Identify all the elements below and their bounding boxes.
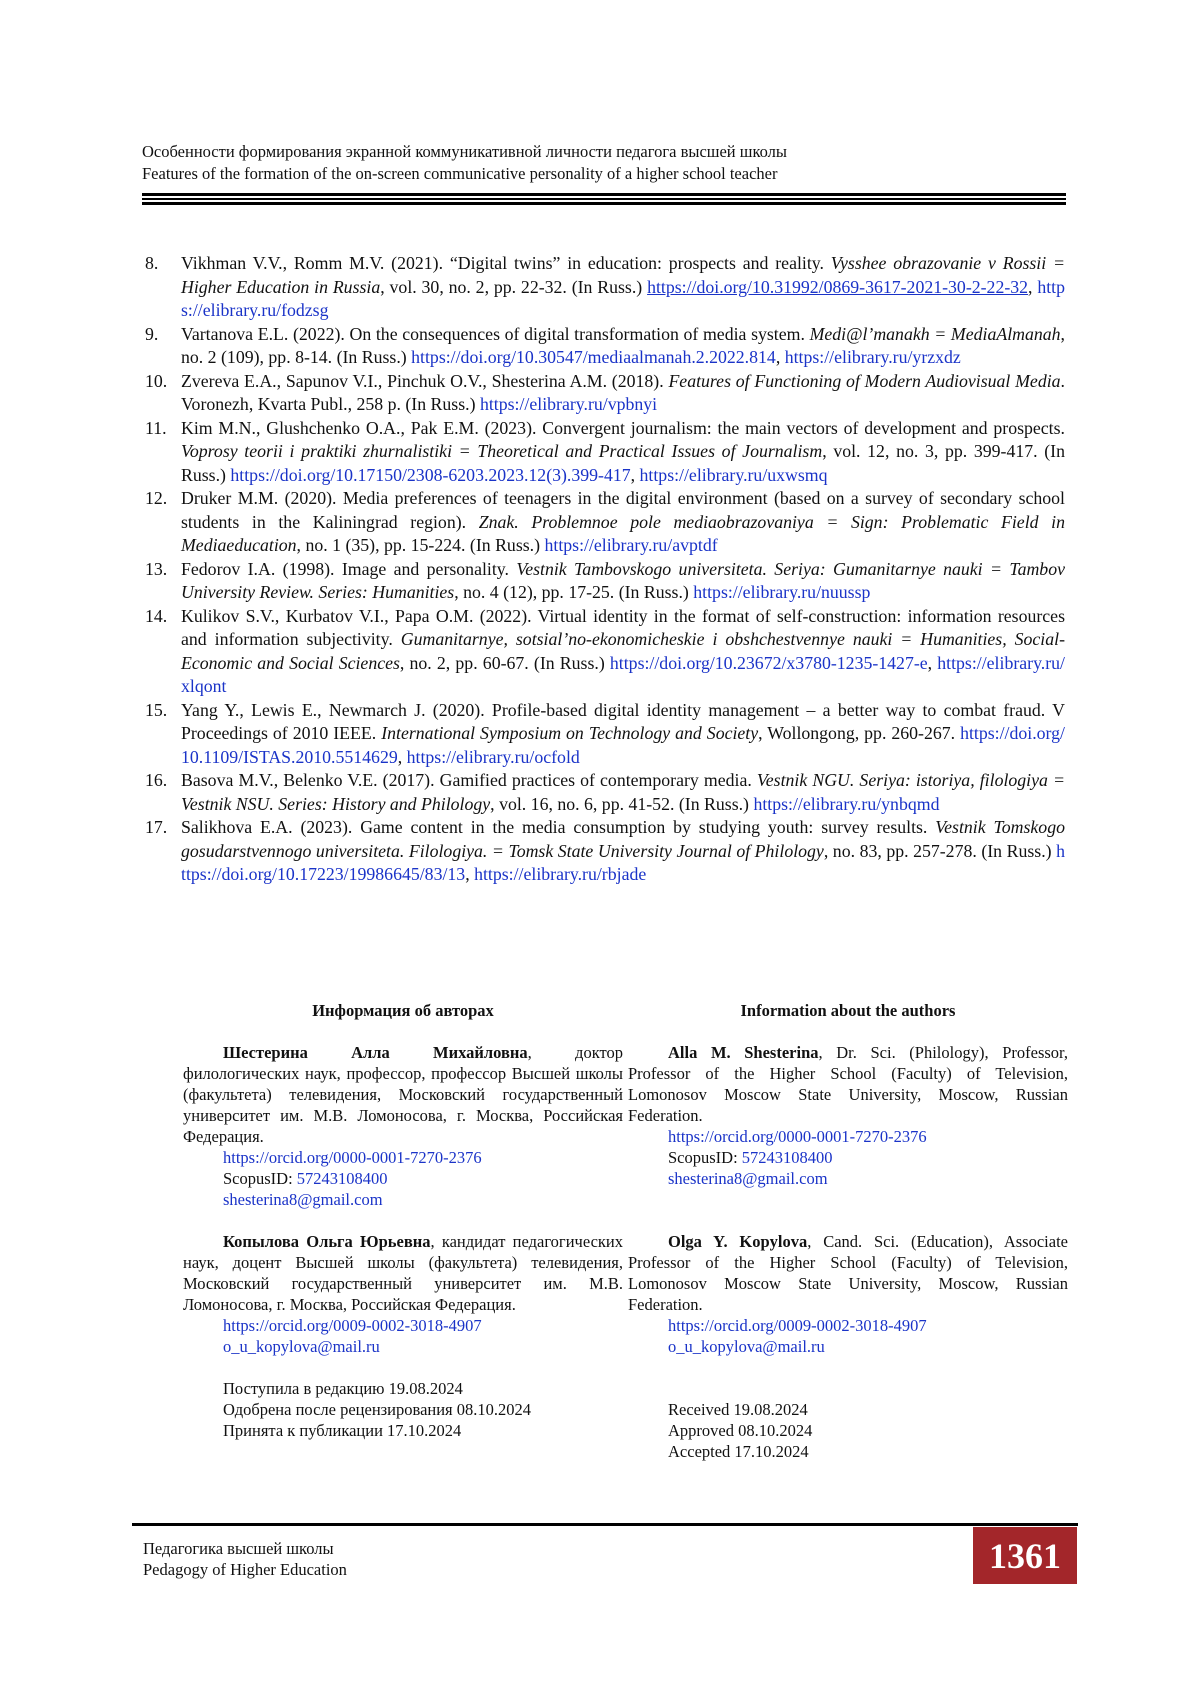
author-description: , Cand. Sci. (Education), Associate Professor of the Higher School (Faculty) of Television, Lomonosov Moscow State University, Moscow, Russian Federation. [628, 1232, 1068, 1314]
author-contacts-en [628, 1315, 1068, 1357]
reference-source-title: Znak. Problemnoe pole mediaobrazovaniya = Sign: Problematic Field in Mediaeducation [181, 511, 1065, 555]
received-date: Received 19.08.2024 [668, 1400, 808, 1419]
reference-link[interactable]: https://elibrary.ru/ocfold [406, 746, 580, 767]
orcid-link[interactable]: https://orcid.org/0009-0002-3018-4907 [668, 1316, 927, 1335]
author-description: , Dr. Sci. (Philology), Professor, Professor of the Higher School (Faculty) of Television, Lomonosov Moscow State University, Moscow, Russian Federation. [628, 1043, 1068, 1125]
page-number: 1361 [973, 1527, 1077, 1584]
reference-item [145, 487, 1065, 558]
reference-source-title: Vestnik Tomskogo gosudarstvennogo universiteta. Filologiya. = Tomsk State University Journal of Philology [181, 817, 1065, 861]
reference-segment: Salikhova E.A. (2023). Game content in the media consumption by studying youth: survey results. [181, 817, 936, 837]
authors-heading-ru: Информация об авторах [312, 1001, 494, 1020]
email-link[interactable]: o_u_kopylova@mail.ru [223, 1337, 380, 1356]
author-description: , доктор филологических наук, профессор, профессор Высшей школы (факультета) телевидения, Московский государственный университет им. М.В. Ломоносова, г. Москва, Российская Федерация. [183, 1043, 623, 1146]
reference-segment: , [927, 652, 938, 673]
accepted-date: Accepted 17.10.2024 [668, 1442, 809, 1461]
reference-number: 13. [145, 558, 168, 579]
reference-item [145, 558, 1065, 605]
journal-name-ru: Педагогика высшей школы [143, 1539, 334, 1558]
author-bio-en [628, 1231, 1068, 1315]
reference-link[interactable]: https://elibrary.ru/fodzsg [181, 276, 1066, 320]
reference-number: 17. [145, 817, 168, 837]
reference-link[interactable]: https://doi.org/10.31992/0869-3617-2021-30-2-22-32 [647, 276, 1029, 297]
scopus-id: ScopusID: 57243108400 [668, 1148, 833, 1167]
authors-column-ru [183, 1000, 623, 1441]
reference-text [181, 252, 1065, 323]
reference-item [145, 417, 1065, 488]
reference-segment: Yang Y., Lewis E., Newmarch J. (2020). Profile-based digital identity management – a better way to combat fraud. V Proceedings of 2010 IEEE. [181, 699, 1065, 743]
author-name: Alla M. Shesterina [668, 1043, 819, 1062]
header-rule [142, 193, 1066, 205]
reference-segment: , no. 2 (109), pp. 8-14. (In Russ.) [181, 323, 1065, 367]
reference-number: 15. [145, 699, 168, 720]
reference-source-title: Vestnik Tambovskogo universiteta. Seriya: Gumanitarnye nauki = Tambov University Review. Series: Humanities [181, 558, 1065, 602]
author-bio-ru [183, 1042, 623, 1147]
reference-link[interactable]: https://elibrary.ru/yrzxdz [784, 347, 961, 367]
reference-link[interactable]: https://elibrary.ru/nuussp [693, 582, 871, 602]
reference-link[interactable]: https://elibrary.ru/rbjade [474, 864, 647, 884]
reference-link[interactable]: https://doi.org/10.23672/x3780-1235-1427-e [609, 652, 928, 673]
reference-link[interactable]: https://doi.org/10.17223/19986645/83/13 [181, 840, 1065, 884]
reference-link[interactable]: https://doi.org/10.1109/ISTAS.2010.5514629 [181, 723, 1065, 767]
reference-number: 10. [145, 370, 168, 391]
author-name: Olga Y. Kopylova [668, 1232, 808, 1251]
article-dates-ru [183, 1378, 623, 1441]
author-bio-en [628, 1042, 1068, 1126]
reference-source-title: Medi@l’manakh = MediaAlmanah [809, 323, 1061, 344]
reference-segment: , [465, 864, 475, 884]
article-dates-en [628, 1399, 1068, 1462]
orcid-link[interactable]: https://orcid.org/0000-0001-7270-2376 [223, 1148, 482, 1167]
reference-segment: , vol. 30, no. 2, pp. 22-32. (In Russ.) [380, 276, 648, 297]
reference-list [145, 252, 1065, 887]
reference-item [145, 816, 1065, 887]
reference-source-title: Vysshee obrazovanie v Rossii = Higher Education in Russia [181, 253, 1066, 297]
reference-item [145, 323, 1065, 370]
reference-link[interactable]: https://elibrary.ru/xlqont [181, 652, 1065, 696]
reference-segment: Kulikov S.V., Kurbatov V.I., Papa O.M. (2022). Virtual identity in the format of self-construction: information resources and information subjectivity. [181, 605, 1065, 649]
reference-segment: Fedorov I.A. (1998). Image and personality. [181, 558, 517, 579]
reference-source-title: International Symposium on Technology and Society [381, 723, 759, 743]
reference-source-title: Gumanitarnye, sotsial’no-ekonomicheskie i obshchestvennye nauki = Humanities, Social-Economic and Social Sciences [181, 629, 1065, 673]
reference-segment: Zvereva E.A., Sapunov V.I., Pinchuk O.V., Shesterina A.M. (2018). [181, 370, 669, 391]
reference-source-title: Vestnik NGU. Seriya: istoriya, filologiya = Vestnik NSU. Series: History and Philology [181, 770, 1065, 814]
author-bio-ru [183, 1231, 623, 1315]
reference-link[interactable]: https://elibrary.ru/avptdf [544, 535, 718, 555]
reference-item [145, 252, 1065, 323]
scopus-id: ScopusID: 57243108400 [223, 1169, 388, 1188]
reference-segment: Basova M.V., Belenko V.E. (2017). Gamified practices of contemporary media. [181, 770, 757, 790]
author-name: Копылова Ольга Юрьевна [223, 1232, 431, 1251]
reference-link[interactable]: https://elibrary.ru/ynbqmd [753, 793, 940, 814]
reference-text [181, 769, 1065, 816]
email-link[interactable]: o_u_kopylova@mail.ru [668, 1337, 825, 1356]
authors-column-en [628, 1000, 1068, 1462]
author-name: Шестерина Алла Михайловна [223, 1043, 528, 1062]
reference-segment: Druker M.M. (2020). Media preferences of teenagers in the digital environment (based on a survey of secondary school students in the Kaliningrad region). [181, 488, 1065, 532]
author-contacts-ru [183, 1147, 623, 1210]
reference-segment: Vikhman V.V., Romm M.V. (2021). “Digital twins” in education: prospects and reality. [181, 253, 831, 273]
header-title-ru: Особенности формирования экранной коммуникативной личности педагога высшей школы [142, 142, 787, 161]
reference-segment: , vol. 16, no. 6, pp. 41-52. (In Russ.) [490, 793, 754, 814]
email-link[interactable]: shesterina8@gmail.com [223, 1190, 383, 1209]
author-description: , кандидат педагогических наук, доцент Высшей школы (факультета) телевидения, Московский государственный университет им. М.В. Ломоносова, г. Москва, Российская Федерация. [183, 1232, 623, 1314]
reference-text [181, 487, 1065, 558]
scopus-link[interactable]: 57243108400 [741, 1148, 833, 1167]
approved-date: Одобрена после рецензирования 08.10.2024 [223, 1400, 532, 1419]
accepted-date: Принята к публикации 17.10.2024 [223, 1421, 462, 1440]
authors-heading-en: Information about the authors [740, 1001, 956, 1020]
reference-segment: Kim M.N., Glushchenko O.A., Pak E.M. (2023). Convergent journalism: the main vectors of development and prospects. [181, 417, 1065, 438]
reference-segment: , [397, 746, 407, 767]
reference-item [145, 605, 1065, 699]
reference-link[interactable]: https://elibrary.ru/uxwsmq [639, 464, 828, 485]
reference-item [145, 699, 1065, 770]
reference-segment: . Voronezh, Kvarta Publ., 258 p. (In Russ.) [181, 370, 1065, 414]
reference-segment: Vartanova E.L. (2022). On the consequences of digital transformation of media system. [181, 323, 810, 344]
reference-item [145, 370, 1065, 417]
reference-number: 12. [145, 488, 168, 508]
reference-text [181, 558, 1065, 605]
reference-number: 9. [145, 323, 159, 344]
reference-text [181, 816, 1065, 887]
reference-segment: , [775, 347, 785, 367]
email-link[interactable]: shesterina8@gmail.com [668, 1169, 828, 1188]
reference-text [181, 370, 1065, 417]
running-header [142, 141, 1066, 207]
reference-segment: , no. 2, pp. 60-67. (In Russ.) [399, 652, 610, 673]
journal-footer [143, 1538, 347, 1580]
approved-date: Approved 08.10.2024 [668, 1421, 813, 1440]
journal-name-en: Pedagogy of Higher Education [143, 1560, 347, 1579]
orcid-link[interactable]: https://orcid.org/0009-0002-3018-4907 [223, 1316, 482, 1335]
reference-segment: , Wollongong, pp. 260-267. [758, 723, 961, 743]
reference-segment: , [1028, 276, 1038, 297]
reference-number: 11. [145, 417, 167, 438]
reference-text [181, 417, 1065, 488]
scopus-link[interactable]: 57243108400 [296, 1169, 388, 1188]
reference-link[interactable]: https://doi.org/10.17150/2308-6203.2023.12(3).399-417 [230, 464, 631, 485]
orcid-link[interactable]: https://orcid.org/0000-0001-7270-2376 [668, 1127, 927, 1146]
author-contacts-en [628, 1126, 1068, 1189]
reference-text [181, 605, 1065, 699]
reference-segment: , [630, 464, 640, 485]
reference-segment: , vol. 12, no. 3, pp. 399-417. (In Russ.) [181, 441, 1065, 485]
reference-item [145, 769, 1065, 816]
reference-link[interactable]: https://elibrary.ru/vpbnyi [479, 394, 658, 414]
reference-number: 16. [145, 770, 168, 790]
reference-source-title: Voprosy teorii i praktiki zhurnalistiki = Theoretical and Practical Issues of Journalism [181, 441, 823, 461]
reference-text [181, 699, 1065, 770]
reference-text [181, 323, 1065, 370]
reference-number: 14. [145, 605, 168, 626]
footer-rule [132, 1523, 1078, 1526]
header-title-en: Features of the formation of the on-screen communicative personality of a higher school teacher [142, 164, 778, 183]
reference-segment: , no. 4 (12), pp. 17-25. (In Russ.) [454, 582, 694, 602]
received-date: Поступила в редакцию 19.08.2024 [223, 1379, 463, 1398]
reference-source-title: Features of Functioning of Modern Audiovisual Media [668, 370, 1061, 391]
reference-number: 8. [145, 253, 159, 273]
reference-link[interactable]: https://doi.org/10.30547/mediaalmanah.2.2022.814 [411, 347, 776, 367]
author-contacts-ru [183, 1315, 623, 1357]
reference-segment: , no. 1 (35), pp. 15-224. (In Russ.) [296, 535, 545, 555]
reference-segment: , no. 83, pp. 257-278. (In Russ.) [823, 840, 1057, 861]
